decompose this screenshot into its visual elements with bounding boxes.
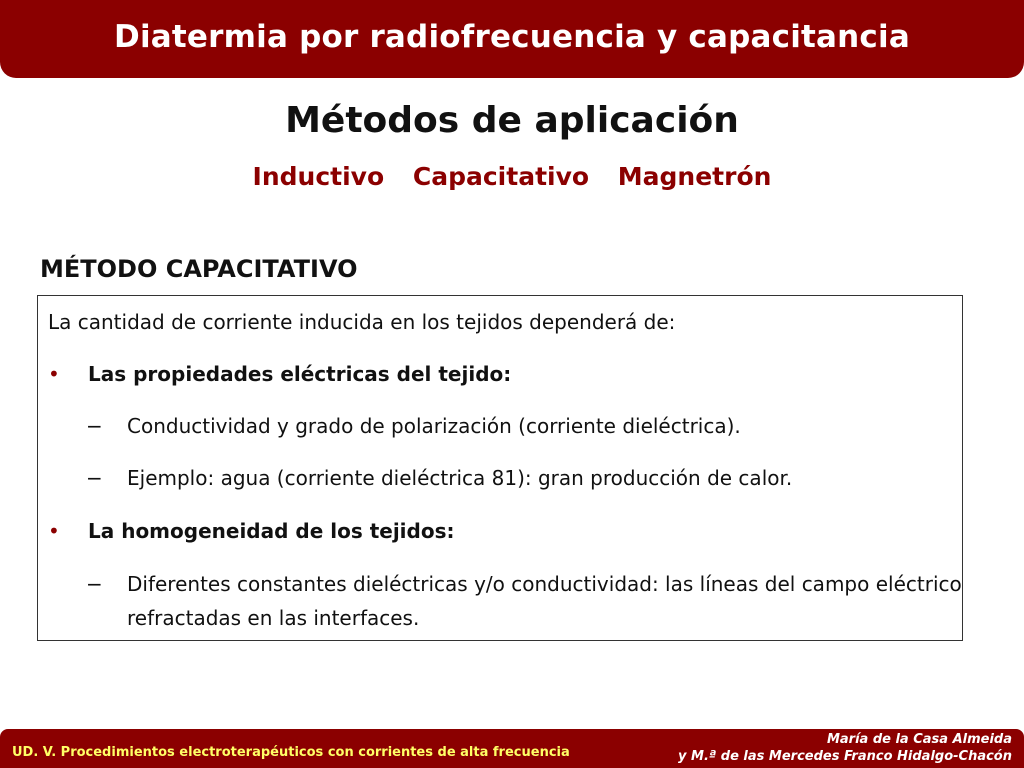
method-magnetron: Magnetrón	[617, 162, 772, 191]
header-bar	[0, 0, 1024, 78]
sub-item-2-1: Diferentes constantes dieléctricas y/o conductividad: las líneas del campo eléctrico	[127, 572, 962, 596]
method-inductivo: Inductivo	[252, 162, 385, 191]
dash-icon: −	[86, 466, 103, 490]
footer-authors	[678, 731, 1012, 765]
methods-list	[0, 162, 1024, 191]
bullet-label-1: Las propiedades eléctricas del tejido:	[88, 362, 512, 386]
footer-author-2: y M.ª de las Mercedes Franco Hidalgo-Chacón	[678, 749, 1012, 764]
dash-icon: −	[86, 414, 103, 438]
section-heading: MÉTODO CAPACITATIVO	[40, 255, 358, 283]
content-box	[37, 295, 963, 641]
slide-title: Diatermia por radiofrecuencia y capacitancia	[114, 19, 910, 55]
intro-text: La cantidad de corriente inducida en los tejidos dependerá de:	[48, 310, 676, 334]
bullet-label-2: La homogeneidad de los tejidos:	[88, 519, 455, 543]
bullet-icon: •	[48, 519, 60, 543]
sub-item-1-2: Ejemplo: agua (corriente dieléctrica 81): gran producción de calor.	[127, 466, 793, 490]
sub-item-2-1-cont: refractadas en las interfaces.	[127, 606, 420, 630]
method-capacitativo: Capacitativo	[412, 162, 590, 191]
dash-icon: −	[86, 572, 103, 596]
footer-author-1: María de la Casa Almeida	[826, 732, 1012, 747]
subtitle: Métodos de aplicación	[285, 100, 739, 141]
footer-course: UD. V. Procedimientos electroterapéuticos con corrientes de alta frecuencia	[12, 745, 570, 760]
sub-item-1-1: Conductividad y grado de polarización (corriente dieléctrica).	[127, 414, 741, 438]
bullet-icon: •	[48, 362, 60, 386]
